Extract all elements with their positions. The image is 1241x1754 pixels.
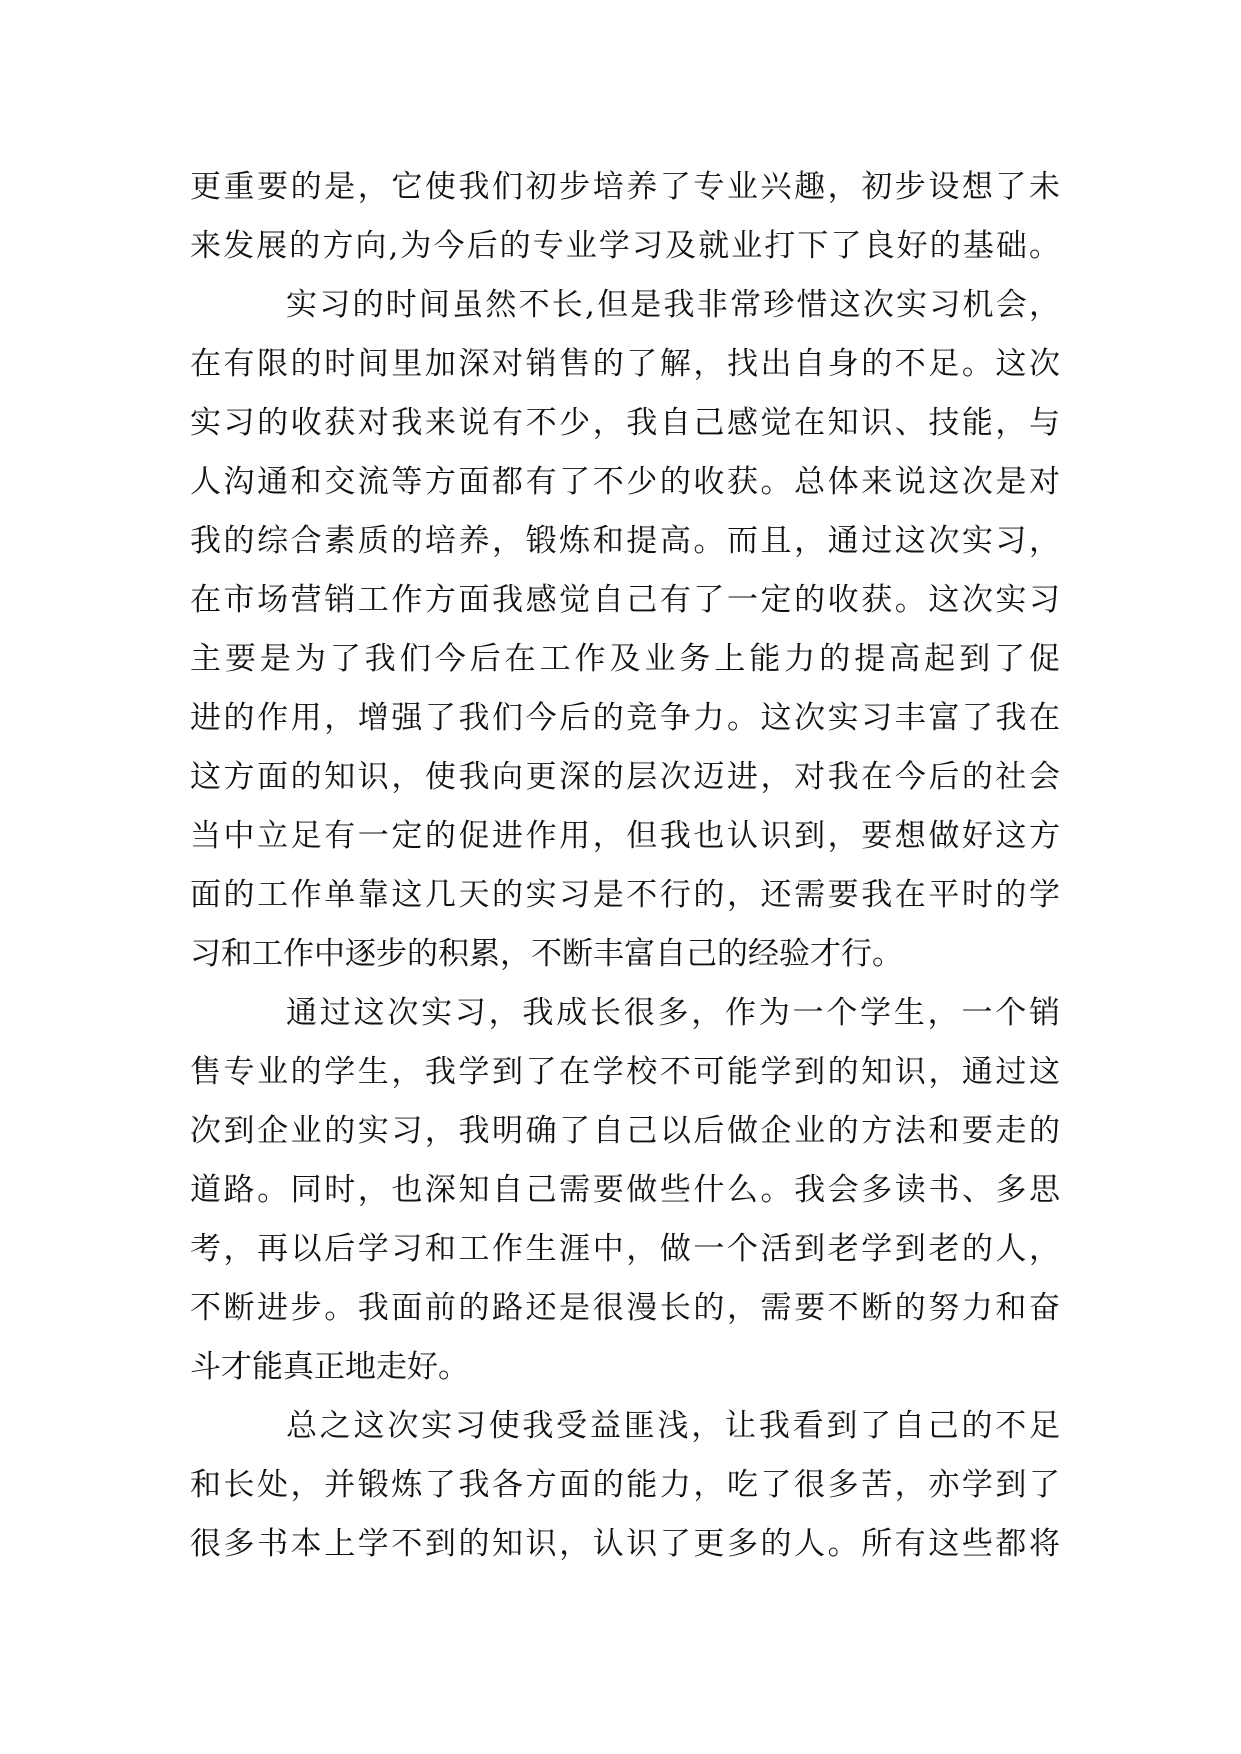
text-line: 面的工作单靠这几天的实习是不行的，还需要我在平时的学 xyxy=(190,877,1060,913)
text-line: 这方面的知识，使我向更深的层次迈进，对我在今后的社会 xyxy=(190,759,1060,795)
text-line: 我的综合素质的培养，锻炼和提高。而且，通过这次实习， xyxy=(190,523,1060,559)
text-line: 不断进步。我面前的路还是很漫长的，需要不断的努力和奋 xyxy=(190,1290,1060,1326)
text-line: 售专业的学生，我学到了在学校不可能学到的知识，通过这 xyxy=(190,1054,1060,1090)
text-line: 通过这次实习，我成长很多，作为一个学生，一个销 xyxy=(286,995,1060,1031)
text-line: 实习的收获对我来说有不少，我自己感觉在知识、技能，与 xyxy=(190,405,1060,441)
text-line: 在市场营销工作方面我感觉自己有了一定的收获。这次实习 xyxy=(190,582,1060,618)
text-line: 道路。同时，也深知自己需要做些什么。我会多读书、多思 xyxy=(190,1172,1060,1208)
text-line: 进的作用，增强了我们今后的竞争力。这次实习丰富了我在 xyxy=(190,700,1060,736)
text-line: 总之这次实习使我受益匪浅，让我看到了自己的不足 xyxy=(286,1408,1060,1444)
text-line: 和长处，并锻炼了我各方面的能力，吃了很多苦，亦学到了 xyxy=(190,1467,1060,1503)
text-line: 更重要的是，它使我们初步培养了专业兴趣，初步设想了未 xyxy=(190,169,1060,205)
text-line: 当中立足有一定的促进作用，但我也认识到，要想做好这方 xyxy=(190,818,1060,854)
text-line: 习和工作中逐步的积累，不断丰富自己的经验才行。 xyxy=(190,936,903,972)
body-text xyxy=(190,158,1060,1574)
text-line: 来发展的方向,为今后的专业学习及就业打下了良好的基础。 xyxy=(190,228,1060,264)
text-line: 主要是为了我们今后在工作及业务上能力的提高起到了促 xyxy=(190,641,1060,677)
text-line: 在有限的时间里加深对销售的了解，找出自身的不足。这次 xyxy=(190,346,1060,382)
text-line: 实习的时间虽然不长,但是我非常珍惜这次实习机会， xyxy=(286,287,1060,323)
text-line: 斗才能真正地走好。 xyxy=(190,1349,469,1385)
text-line: 次到企业的实习，我明确了自己以后做企业的方法和要走的 xyxy=(190,1113,1060,1149)
text-line: 人沟通和交流等方面都有了不少的收获。总体来说这次是对 xyxy=(190,464,1060,500)
text-line: 很多书本上学不到的知识，认识了更多的人。所有这些都将 xyxy=(190,1526,1060,1562)
text-line: 考，再以后学习和工作生涯中，做一个活到老学到老的人， xyxy=(190,1231,1060,1267)
